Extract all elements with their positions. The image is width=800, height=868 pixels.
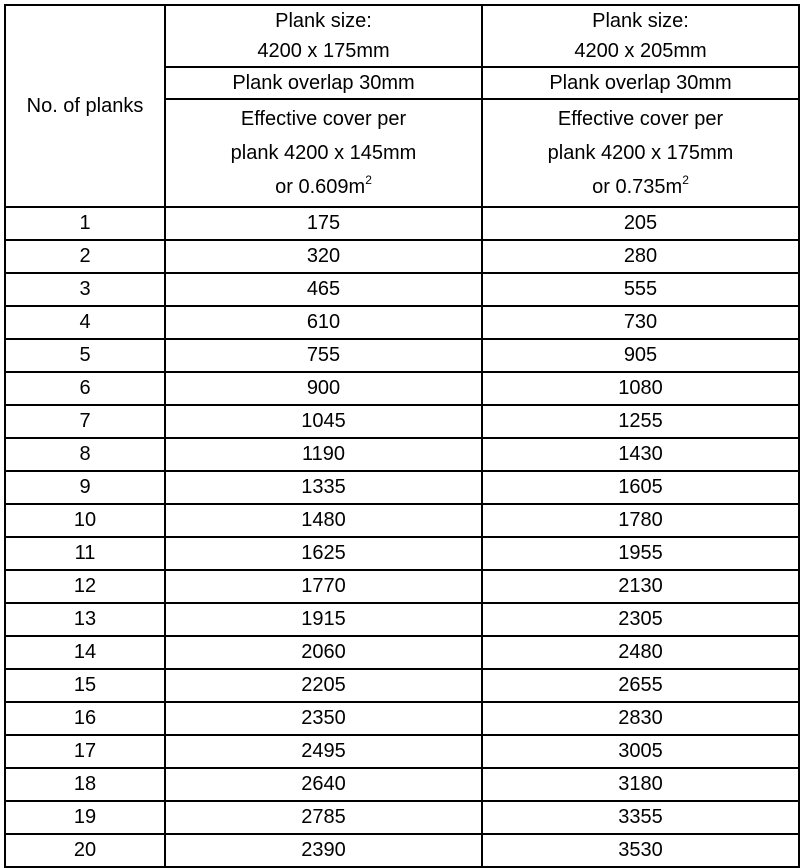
header-cover-col1	[165, 99, 482, 207]
cell-plank-count: 9	[5, 471, 165, 504]
cell-cover-175: 900	[165, 372, 482, 405]
cell-cover-205: 1080	[482, 372, 799, 405]
table-row	[5, 801, 799, 834]
cell-plank-count: 16	[5, 702, 165, 735]
cell-cover-205: 2130	[482, 570, 799, 603]
plank-coverage-table	[4, 4, 800, 868]
cover-line-2: plank 4200 x 175mm	[547, 142, 734, 164]
plank-size-value: 4200 x 205mm	[574, 40, 707, 62]
table-row	[5, 405, 799, 438]
header-cover-col2	[482, 99, 799, 207]
cell-cover-175: 1190	[165, 438, 482, 471]
cell-cover-205: 3005	[482, 735, 799, 768]
cell-cover-175: 2640	[165, 768, 482, 801]
cell-plank-count: 4	[5, 306, 165, 339]
cell-cover-175: 1045	[165, 405, 482, 438]
cell-plank-count: 3	[5, 273, 165, 306]
table-row	[5, 636, 799, 669]
cell-plank-count: 13	[5, 603, 165, 636]
cell-cover-175: 2390	[165, 834, 482, 867]
cell-plank-count: 15	[5, 669, 165, 702]
cell-cover-175: 1770	[165, 570, 482, 603]
cell-plank-count: 11	[5, 537, 165, 570]
cover-line-2: plank 4200 x 145mm	[230, 142, 417, 164]
cover-area-exponent: 2	[365, 173, 372, 187]
table-row	[5, 570, 799, 603]
cell-cover-175: 2785	[165, 801, 482, 834]
cell-plank-count: 10	[5, 504, 165, 537]
cell-cover-205: 3180	[482, 768, 799, 801]
table-row	[5, 669, 799, 702]
header-row-plank-size	[5, 5, 799, 67]
cell-cover-205: 1255	[482, 405, 799, 438]
table-row	[5, 273, 799, 306]
cell-cover-205: 730	[482, 306, 799, 339]
cell-cover-205: 2305	[482, 603, 799, 636]
table-row	[5, 702, 799, 735]
table-row	[5, 504, 799, 537]
cell-cover-175: 1335	[165, 471, 482, 504]
cell-cover-205: 3530	[482, 834, 799, 867]
cell-cover-205: 205	[482, 207, 799, 240]
plank-size-label: Plank size:	[275, 10, 372, 32]
cell-plank-count: 20	[5, 834, 165, 867]
cover-line-1: Effective cover per	[557, 108, 724, 130]
cell-cover-175: 320	[165, 240, 482, 273]
cover-area: or 0.609m	[275, 176, 366, 198]
cell-cover-175: 465	[165, 273, 482, 306]
cell-cover-205: 1780	[482, 504, 799, 537]
table-row	[5, 372, 799, 405]
cell-cover-175: 1480	[165, 504, 482, 537]
cell-cover-175: 2060	[165, 636, 482, 669]
cell-cover-205: 1955	[482, 537, 799, 570]
header-overlap-col1: Plank overlap 30mm	[165, 67, 482, 99]
cell-cover-205: 2480	[482, 636, 799, 669]
cell-plank-count: 14	[5, 636, 165, 669]
cell-cover-175: 2495	[165, 735, 482, 768]
cell-plank-count: 1	[5, 207, 165, 240]
cell-cover-205: 555	[482, 273, 799, 306]
cell-cover-205: 1605	[482, 471, 799, 504]
cell-cover-205: 3355	[482, 801, 799, 834]
cell-plank-count: 19	[5, 801, 165, 834]
table-body	[5, 207, 799, 867]
header-no-of-planks: No. of planks	[5, 5, 165, 207]
table-row	[5, 768, 799, 801]
cell-plank-count: 17	[5, 735, 165, 768]
cell-cover-175: 610	[165, 306, 482, 339]
table-row	[5, 306, 799, 339]
cell-cover-205: 1430	[482, 438, 799, 471]
cover-line-3	[166, 170, 481, 204]
table-row	[5, 207, 799, 240]
plank-size-label: Plank size:	[592, 10, 689, 32]
table-row	[5, 240, 799, 273]
header-plank-size-col2	[482, 5, 799, 67]
cover-line-3	[483, 170, 798, 204]
cell-plank-count: 6	[5, 372, 165, 405]
cell-plank-count: 7	[5, 405, 165, 438]
table-row	[5, 603, 799, 636]
cell-cover-175: 1625	[165, 537, 482, 570]
cell-cover-205: 905	[482, 339, 799, 372]
cell-plank-count: 2	[5, 240, 165, 273]
cover-area: or 0.735m	[592, 176, 683, 198]
cell-cover-175: 2350	[165, 702, 482, 735]
cell-cover-205: 280	[482, 240, 799, 273]
cell-plank-count: 5	[5, 339, 165, 372]
cover-line-1: Effective cover per	[240, 108, 407, 130]
cell-cover-205: 2655	[482, 669, 799, 702]
cell-cover-205: 2830	[482, 702, 799, 735]
cell-plank-count: 12	[5, 570, 165, 603]
cell-plank-count: 18	[5, 768, 165, 801]
table-row	[5, 471, 799, 504]
header-overlap-col2: Plank overlap 30mm	[482, 67, 799, 99]
table-row	[5, 834, 799, 867]
cell-cover-175: 1915	[165, 603, 482, 636]
cell-cover-175: 175	[165, 207, 482, 240]
table-row	[5, 438, 799, 471]
table-row	[5, 735, 799, 768]
cell-cover-175: 755	[165, 339, 482, 372]
cell-cover-175: 2205	[165, 669, 482, 702]
table-row	[5, 339, 799, 372]
cell-plank-count: 8	[5, 438, 165, 471]
plank-size-value: 4200 x 175mm	[257, 40, 390, 62]
cover-area-exponent: 2	[682, 173, 689, 187]
header-plank-size-col1	[165, 5, 482, 67]
table-row	[5, 537, 799, 570]
